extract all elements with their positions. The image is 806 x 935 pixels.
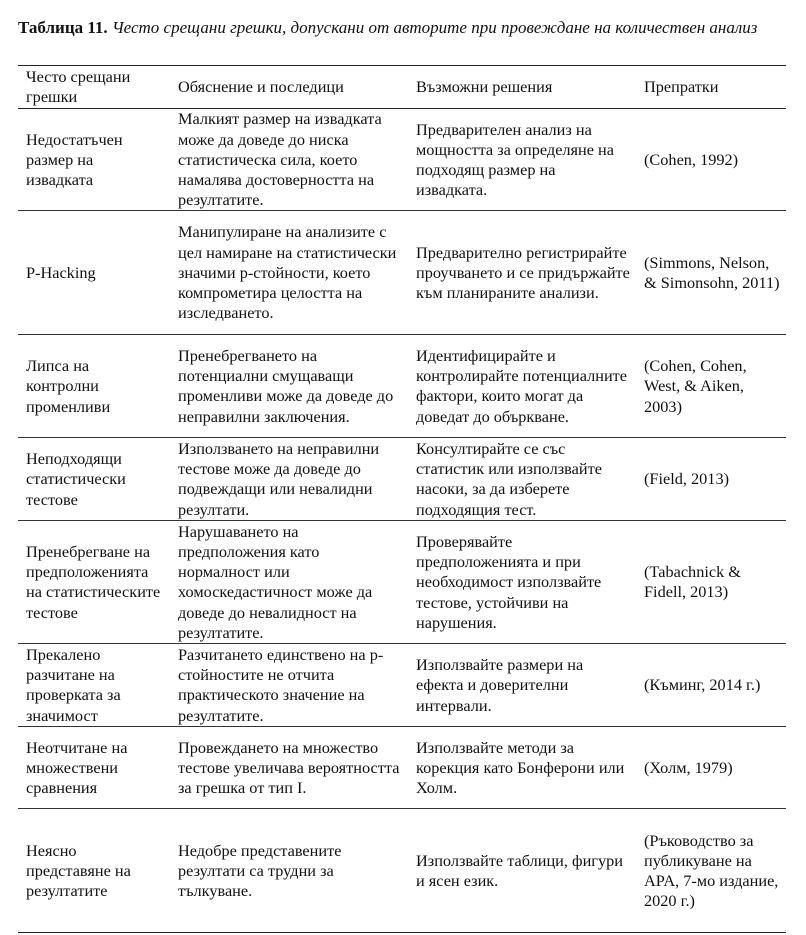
cell-solution: Използвайте таблици, фигури и ясен език. <box>416 850 623 890</box>
cell-solution: Идентифицирайте и контролирайте потенциалните фактори, които могат да доведат до объркване. <box>416 346 628 426</box>
header-solutions: Възможни решения <box>416 77 553 97</box>
caption-label: Таблица 11. <box>18 18 108 37</box>
cell-solution: Използвайте размери на ефекта и доверителни интервали. <box>416 655 584 715</box>
cell-error: P-Hacking <box>26 262 96 282</box>
cell-solution: Проверявайте предположенията и при необходимост използвайте тестове, устойчиви на нарушения. <box>416 531 602 632</box>
table-row <box>18 727 786 809</box>
cell-explanation: Нарушаването на предположения като нормалност или хомоскедастичност може да доведе до невалидност на резултатите. <box>178 521 373 642</box>
header-references: Препратки <box>644 77 719 97</box>
cell-reference: (Cohen, Cohen, West, & Aiken, 2003) <box>644 356 747 416</box>
cell-explanation: Недобре представените резултати са трудни за тълкуване. <box>178 840 342 901</box>
table-row <box>18 521 786 644</box>
cell-explanation: Използването на неправилни тестове може да доведе до подвеждащи или невалидни резултати. <box>178 439 380 519</box>
table-row <box>18 335 786 438</box>
cell-error: Неясно представяне на резултатите <box>26 840 131 901</box>
cell-error: Пренебрегване на предположенията на статистическите тестове <box>26 542 161 622</box>
cell-error: Неподходящи статистически тестове <box>26 449 126 509</box>
cell-error: Прекалено разчитане на проверката за значимост <box>26 645 121 725</box>
cell-reference: (Simmons, Nelson, & Simonsohn, 2011) <box>644 252 780 292</box>
cell-solution: Използвайте методи за корекция като Бонферони или Холм. <box>416 737 625 798</box>
cell-reference: (Холм, 1979) <box>644 757 733 777</box>
cell-reference: (Tabachnick & Fidell, 2013) <box>644 562 741 602</box>
table-caption <box>18 17 788 38</box>
cell-explanation: Разчитането единствено на p-стойностите не отчита практическото значение на резултатите. <box>178 645 384 725</box>
cell-solution: Консултирайте се със статистик или използвайте насоки, за да изберете подходящия тест. <box>416 439 602 519</box>
table-row <box>18 644 786 727</box>
cell-solution: Предварително регистрирайте проучването и се придържайте към планираните анализи. <box>416 242 630 303</box>
errors-table <box>18 65 786 933</box>
header-errors: Често срещани грешки <box>26 67 131 107</box>
cell-explanation: Провеждането на множество тестове увеличава вероятността за грешка от тип I. <box>178 737 400 798</box>
cell-explanation: Манипулиране на анализите с цел намиране на статистически значими p-стойности, което компрометира целостта на изследването. <box>178 222 397 323</box>
cell-reference: (Ръководство за публикуване на APA, 7-мо издание, 2020 г.) <box>644 830 779 911</box>
cell-error: Липса на контролни променливи <box>26 356 111 416</box>
table-row <box>18 438 786 521</box>
cell-explanation: Пренебрегването на потенциални смущаващи променливи може да доведе до неправилни заключения. <box>178 346 394 426</box>
cell-reference: (Field, 2013) <box>644 469 730 489</box>
cell-error: Недостатъчен размер на извадката <box>26 129 123 190</box>
table-row <box>18 211 786 335</box>
caption-text: Често срещани грешки, допускани от авторите при провеждане на количествен анализ <box>111 18 758 37</box>
cell-explanation: Малкият размер на извадката може да доведе до ниска статистическа сила, което намалява достоверността на резултатите. <box>178 109 382 210</box>
table-header-row <box>18 66 786 109</box>
table-row <box>18 809 786 933</box>
cell-solution: Предварителен анализ на мощността за определяне на подходящ размер на извадката. <box>416 119 614 200</box>
header-explanation: Обяснение и последици <box>178 77 344 97</box>
table-row <box>18 109 786 211</box>
cell-error: Неотчитане на множествени сравнения <box>26 737 128 798</box>
cell-reference: (Къминг, 2014 г.) <box>644 675 761 695</box>
cell-reference: (Cohen, 1992) <box>644 149 739 169</box>
